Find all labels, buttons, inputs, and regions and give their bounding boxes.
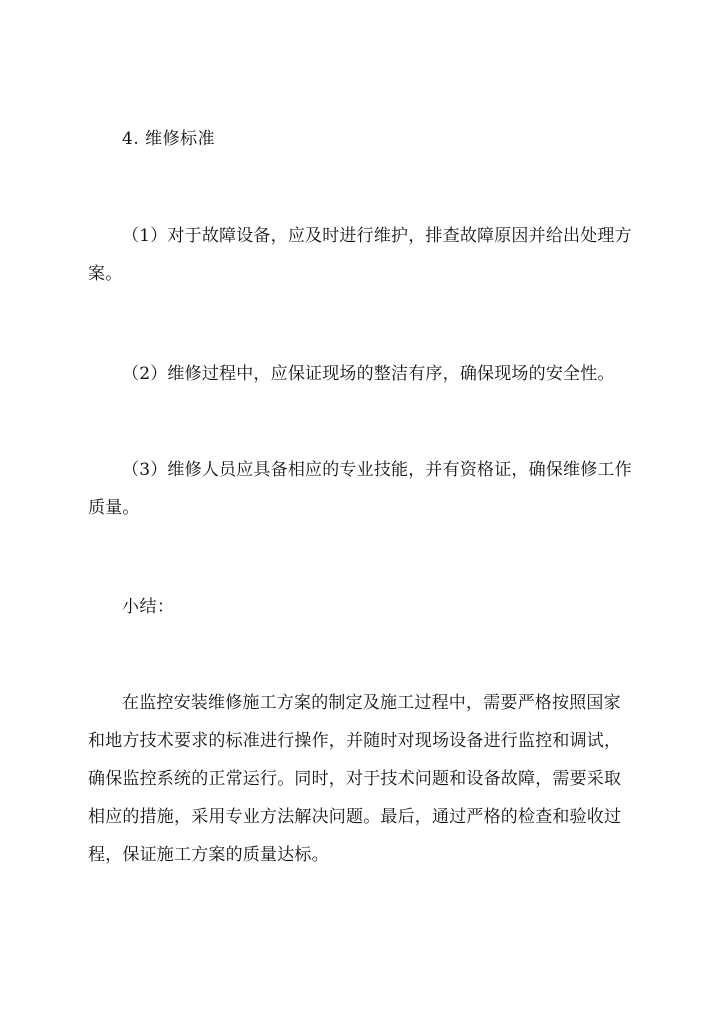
section-heading: 4. 维修标准 xyxy=(122,129,216,149)
summary-paragraph: 在监控安装维修施工方案的制定及施工过程中，需要严格按照国家和地方技术要求的标准进行操作，并随时对现场设备进行监控和调试，确保监控系统的正常运行。同时，对于技术问题和设备故障，需要采取相应的措施，采用专业方法解决问题。最后，通过严格的检查和验收过程，保证施工方案的质量达标。 xyxy=(88,693,622,865)
summary-heading: 小结： xyxy=(122,597,175,617)
standard-item-2: （2）维修过程中，应保证现场的整洁有序，确保现场的安全性。 xyxy=(122,364,615,384)
standard-item-3: （3）维修人员应具备相应的专业技能，并有资格证，确保维修工作质量。 xyxy=(88,460,632,518)
standard-item-1: （1）对于故障设备，应及时进行维护，排查故障原因并给出处理方案。 xyxy=(88,226,632,284)
